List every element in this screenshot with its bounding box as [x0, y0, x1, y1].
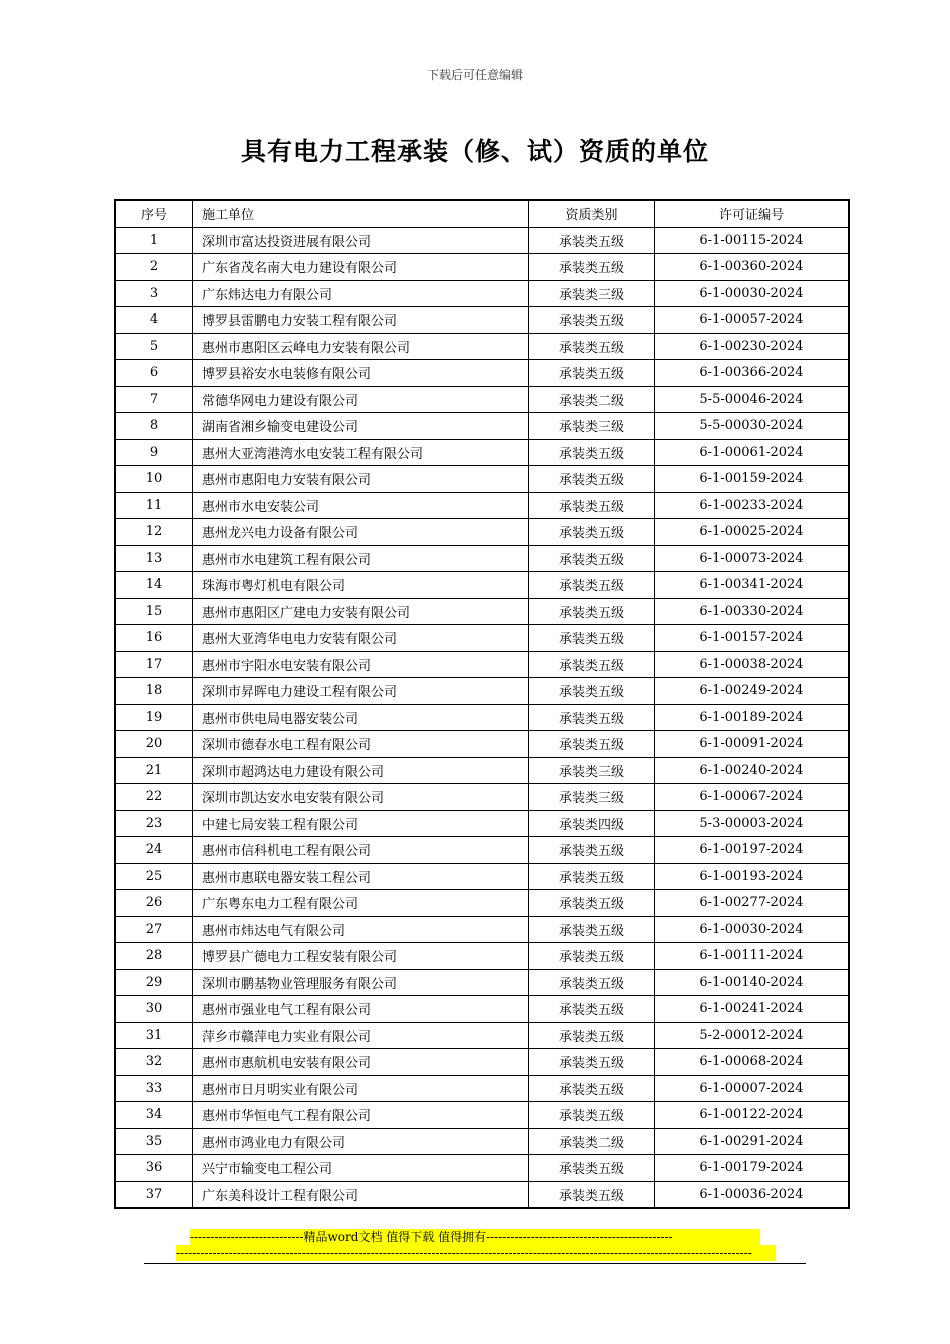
license-number: 6-1-00061-2024 [655, 439, 850, 466]
qualification-class: 承装类四级 [529, 810, 655, 837]
qualification-class: 承装类二级 [529, 386, 655, 413]
unit-name: 惠州市强业电气工程有限公司 [193, 996, 529, 1023]
license-number: 6-1-00007-2024 [655, 1075, 850, 1102]
table-row [115, 519, 849, 546]
row-number: 15 [115, 598, 193, 625]
license-number: 5-5-00046-2024 [655, 386, 850, 413]
unit-name: 兴宁市输变电工程公司 [193, 1155, 529, 1182]
license-number: 6-1-00193-2024 [655, 863, 850, 890]
row-number: 29 [115, 969, 193, 996]
license-number: 6-1-00241-2024 [655, 996, 850, 1023]
row-number: 11 [115, 492, 193, 519]
table-row [115, 916, 849, 943]
row-number: 21 [115, 757, 193, 784]
qualification-class: 承装类五级 [529, 598, 655, 625]
footer-banner-line2: ---------------------------------------------------------------------------------------------------------------------------------------------- [176, 1245, 776, 1261]
table-row [115, 545, 849, 572]
license-number: 6-1-00330-2024 [655, 598, 850, 625]
license-number: 6-1-00240-2024 [655, 757, 850, 784]
unit-name: 惠州市水电建筑工程有限公司 [193, 545, 529, 572]
qualification-class: 承装类五级 [529, 996, 655, 1023]
table-row [115, 731, 849, 758]
license-number: 6-1-00025-2024 [655, 519, 850, 546]
table-row [115, 651, 849, 678]
column-header-class: 资质类别 [529, 200, 655, 227]
unit-name: 惠州市惠航机电安装有限公司 [193, 1049, 529, 1076]
qualification-class: 承装类五级 [529, 1075, 655, 1102]
row-number: 10 [115, 466, 193, 493]
qualification-class: 承装类五级 [529, 333, 655, 360]
license-number: 6-1-00341-2024 [655, 572, 850, 599]
qualification-class: 承装类五级 [529, 969, 655, 996]
license-number: 6-1-00057-2024 [655, 307, 850, 334]
unit-name: 惠州大亚湾华电电力安装有限公司 [193, 625, 529, 652]
table-row [115, 1022, 849, 1049]
download-note: 下载后可任意编辑 [426, 68, 523, 82]
qualification-class: 承装类三级 [529, 784, 655, 811]
row-number: 6 [115, 360, 193, 387]
row-number: 33 [115, 1075, 193, 1102]
table-row [115, 704, 849, 731]
unit-name: 惠州市日月明实业有限公司 [193, 1075, 529, 1102]
row-number: 36 [115, 1155, 193, 1182]
row-number: 37 [115, 1181, 193, 1208]
row-number: 3 [115, 280, 193, 307]
document-title: 具有电力工程承装（修、试）资质的单位 [240, 137, 709, 166]
row-number: 30 [115, 996, 193, 1023]
qualification-class: 承装类五级 [529, 572, 655, 599]
row-number: 14 [115, 572, 193, 599]
table-row [115, 466, 849, 493]
table-row [115, 810, 849, 837]
qualification-class: 承装类三级 [529, 757, 655, 784]
table-row [115, 598, 849, 625]
unit-name: 惠州市信科机电工程有限公司 [193, 837, 529, 864]
qualification-class: 承装类五级 [529, 307, 655, 334]
unit-name: 广东美科设计工程有限公司 [193, 1181, 529, 1208]
unit-name: 博罗县广德电力工程安装有限公司 [193, 943, 529, 970]
row-number: 23 [115, 810, 193, 837]
table-header-row [115, 200, 849, 227]
column-header-unit: 施工单位 [193, 200, 529, 227]
license-number: 6-1-00360-2024 [655, 254, 850, 281]
qualification-class: 承装类五级 [529, 704, 655, 731]
unit-name: 惠州市惠联电器安装工程公司 [193, 863, 529, 890]
table-row [115, 280, 849, 307]
table-row [115, 1128, 849, 1155]
unit-name: 惠州市惠阳区广建电力安装有限公司 [193, 598, 529, 625]
license-number: 6-1-00249-2024 [655, 678, 850, 705]
row-number: 31 [115, 1022, 193, 1049]
qualification-class: 承装类五级 [529, 1049, 655, 1076]
qualification-class: 承装类五级 [529, 863, 655, 890]
license-number: 6-1-00091-2024 [655, 731, 850, 758]
unit-name: 中建七局安装工程有限公司 [193, 810, 529, 837]
unit-name: 博罗县裕安水电装修有限公司 [193, 360, 529, 387]
table-row [115, 1181, 849, 1208]
row-number: 27 [115, 916, 193, 943]
row-number: 2 [115, 254, 193, 281]
qualification-class: 承装类五级 [529, 678, 655, 705]
row-number: 8 [115, 413, 193, 440]
qualification-class: 承装类五级 [529, 1022, 655, 1049]
unit-name: 惠州市惠阳电力安装有限公司 [193, 466, 529, 493]
column-header-no: 序号 [115, 200, 193, 227]
qualification-class: 承装类五级 [529, 227, 655, 254]
table-row [115, 413, 849, 440]
license-number: 6-1-00291-2024 [655, 1128, 850, 1155]
qualification-class: 承装类五级 [529, 890, 655, 917]
unit-name: 惠州市炜达电气有限公司 [193, 916, 529, 943]
unit-name: 深圳市凯达安水电安装有限公司 [193, 784, 529, 811]
table-body [115, 227, 849, 1208]
license-number: 6-1-00179-2024 [655, 1155, 850, 1182]
qualification-class: 承装类五级 [529, 439, 655, 466]
qualification-class: 承装类五级 [529, 731, 655, 758]
qualification-class: 承装类三级 [529, 413, 655, 440]
footer-banner-line1: ----------------------------精品word文档 值得下载 值得拥有---------------------------------------------- [190, 1229, 760, 1245]
qualification-class: 承装类五级 [529, 943, 655, 970]
license-number: 6-1-00197-2024 [655, 837, 850, 864]
license-number: 6-1-00073-2024 [655, 545, 850, 572]
license-number: 6-1-00036-2024 [655, 1181, 850, 1208]
unit-name: 常德华网电力建设有限公司 [193, 386, 529, 413]
unit-name: 深圳市德春水电工程有限公司 [193, 731, 529, 758]
table-row [115, 784, 849, 811]
qualification-class: 承装类五级 [529, 625, 655, 652]
table-row [115, 969, 849, 996]
unit-name: 惠州市供电局电器安装公司 [193, 704, 529, 731]
row-number: 28 [115, 943, 193, 970]
table-row [115, 1049, 849, 1076]
row-number: 13 [115, 545, 193, 572]
row-number: 19 [115, 704, 193, 731]
license-number: 6-1-00277-2024 [655, 890, 850, 917]
table-row [115, 678, 849, 705]
table-row [115, 439, 849, 466]
row-number: 35 [115, 1128, 193, 1155]
row-number: 7 [115, 386, 193, 413]
unit-name: 惠州市宇阳水电安装有限公司 [193, 651, 529, 678]
license-number: 6-1-00111-2024 [655, 943, 850, 970]
table-row [115, 227, 849, 254]
qualification-class: 承装类五级 [529, 545, 655, 572]
footer-divider [144, 1263, 806, 1264]
license-number: 5-5-00030-2024 [655, 413, 850, 440]
row-number: 12 [115, 519, 193, 546]
table-row [115, 625, 849, 652]
qualification-class: 承装类五级 [529, 466, 655, 493]
table-row [115, 360, 849, 387]
qualification-table [114, 199, 850, 1209]
row-number: 22 [115, 784, 193, 811]
table-row [115, 890, 849, 917]
row-number: 25 [115, 863, 193, 890]
qualification-class: 承装类五级 [529, 254, 655, 281]
qualification-class: 承装类五级 [529, 1155, 655, 1182]
table-row [115, 863, 849, 890]
row-number: 5 [115, 333, 193, 360]
license-number: 6-1-00189-2024 [655, 704, 850, 731]
table-row [115, 492, 849, 519]
row-number: 9 [115, 439, 193, 466]
license-number: 6-1-00068-2024 [655, 1049, 850, 1076]
license-number: 6-1-00366-2024 [655, 360, 850, 387]
unit-name: 惠州大亚湾港湾水电安装工程有限公司 [193, 439, 529, 466]
unit-name: 珠海市粤灯机电有限公司 [193, 572, 529, 599]
table-row [115, 1102, 849, 1129]
row-number: 1 [115, 227, 193, 254]
unit-name: 惠州龙兴电力设备有限公司 [193, 519, 529, 546]
table-row [115, 837, 849, 864]
table-row [115, 307, 849, 334]
table-row [115, 572, 849, 599]
row-number: 24 [115, 837, 193, 864]
license-number: 5-3-00003-2024 [655, 810, 850, 837]
license-number: 6-1-00159-2024 [655, 466, 850, 493]
qualification-class: 承装类五级 [529, 916, 655, 943]
unit-name: 湖南省湘乡输变电建设公司 [193, 413, 529, 440]
row-number: 34 [115, 1102, 193, 1129]
license-number: 6-1-00230-2024 [655, 333, 850, 360]
row-number: 18 [115, 678, 193, 705]
qualification-class: 承装类五级 [529, 519, 655, 546]
qualification-class: 承装类三级 [529, 280, 655, 307]
table-row [115, 757, 849, 784]
table-row [115, 1155, 849, 1182]
license-number: 6-1-00038-2024 [655, 651, 850, 678]
qualification-class: 承装类五级 [529, 360, 655, 387]
license-number: 6-1-00122-2024 [655, 1102, 850, 1129]
table-row [115, 943, 849, 970]
unit-name: 深圳市富达投资进展有限公司 [193, 227, 529, 254]
table-row [115, 386, 849, 413]
unit-name: 惠州市惠阳区云峰电力安装有限公司 [193, 333, 529, 360]
qualification-class: 承装类五级 [529, 1181, 655, 1208]
unit-name: 深圳市鹏基物业管理服务有限公司 [193, 969, 529, 996]
unit-name: 惠州市鸿业电力有限公司 [193, 1128, 529, 1155]
qualification-class: 承装类五级 [529, 1102, 655, 1129]
unit-name: 萍乡市赣萍电力实业有限公司 [193, 1022, 529, 1049]
unit-name: 博罗县雷鹏电力安装工程有限公司 [193, 307, 529, 334]
table-row [115, 996, 849, 1023]
license-number: 6-1-00157-2024 [655, 625, 850, 652]
table-row [115, 254, 849, 281]
license-number: 6-1-00115-2024 [655, 227, 850, 254]
table-row [115, 1075, 849, 1102]
unit-name: 广东粤东电力工程有限公司 [193, 890, 529, 917]
license-number: 6-1-00067-2024 [655, 784, 850, 811]
qualification-class: 承装类五级 [529, 492, 655, 519]
row-number: 16 [115, 625, 193, 652]
row-number: 32 [115, 1049, 193, 1076]
row-number: 26 [115, 890, 193, 917]
qualification-class: 承装类五级 [529, 837, 655, 864]
license-number: 6-1-00233-2024 [655, 492, 850, 519]
column-header-license: 许可证编号 [655, 200, 850, 227]
license-number: 5-2-00012-2024 [655, 1022, 850, 1049]
unit-name: 广东炜达电力有限公司 [193, 280, 529, 307]
unit-name: 惠州市水电安装公司 [193, 492, 529, 519]
unit-name: 惠州市华恒电气工程有限公司 [193, 1102, 529, 1129]
unit-name: 广东省茂名南大电力建设有限公司 [193, 254, 529, 281]
license-number: 6-1-00030-2024 [655, 280, 850, 307]
row-number: 4 [115, 307, 193, 334]
qualification-class: 承装类五级 [529, 651, 655, 678]
qualification-class: 承装类二级 [529, 1128, 655, 1155]
unit-name: 深圳市昇晖电力建设工程有限公司 [193, 678, 529, 705]
row-number: 20 [115, 731, 193, 758]
license-number: 6-1-00030-2024 [655, 916, 850, 943]
footer-banner [176, 1229, 776, 1261]
unit-name: 深圳市超鸿达电力建设有限公司 [193, 757, 529, 784]
row-number: 17 [115, 651, 193, 678]
table-row [115, 333, 849, 360]
license-number: 6-1-00140-2024 [655, 969, 850, 996]
